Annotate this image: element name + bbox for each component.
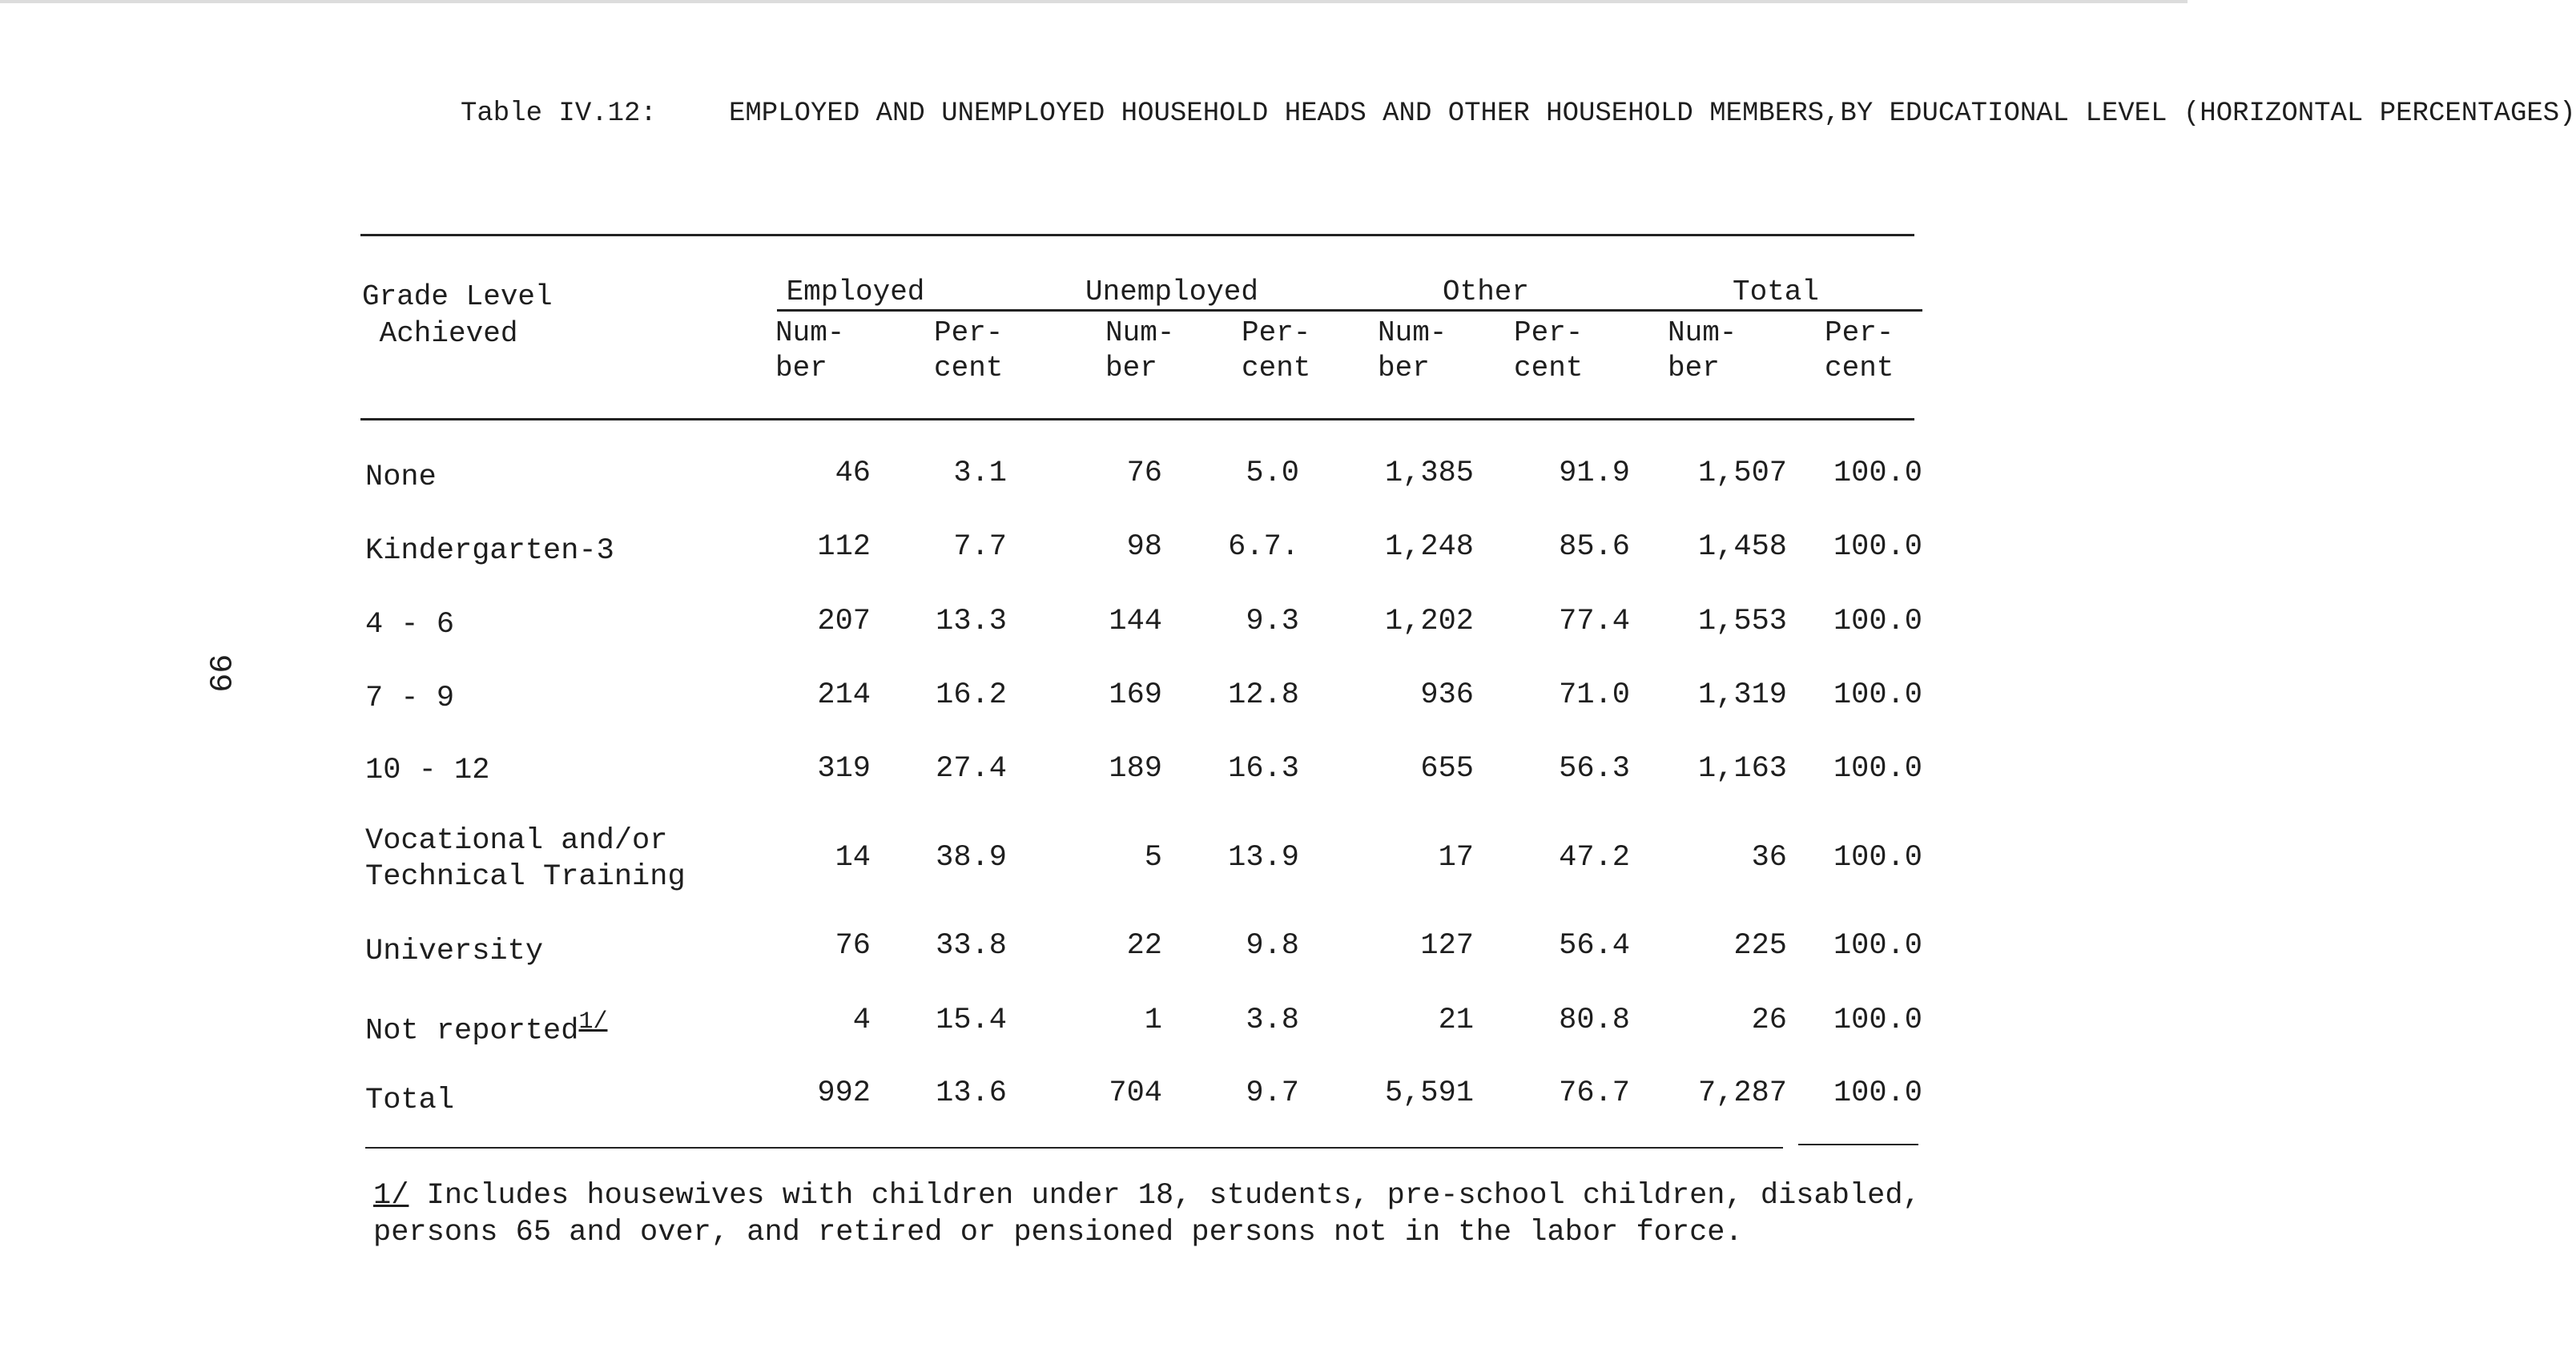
sub-header-percent: Per- cent [934,316,1004,384]
page-number: 99 [199,654,236,693]
cell-number: 1 [1144,1004,1162,1037]
cell-percent: 100.0 [1833,457,1922,490]
cell-number: 214 [817,678,871,712]
cell-percent: 33.8 [936,929,1007,963]
cell-percent: 15.4 [936,1004,1007,1037]
cell-percent: 56.4 [1559,929,1630,963]
cell-percent: 16.3 [1228,752,1299,786]
cell-number: 992 [817,1076,871,1110]
cell-percent: 38.9 [936,841,1007,875]
cell-number: 76 [835,929,871,963]
cell-number: 22 [1126,929,1162,963]
cell-number: 1,507 [1697,457,1787,490]
cell-number: 704 [1109,1076,1162,1110]
cell-percent: 16.2 [936,678,1007,712]
bottom-rule-right [1798,1144,1918,1145]
cell-number: 936 [1420,678,1474,712]
cell-number: 76 [1126,457,1162,490]
cell-percent: 3.8 [1246,1004,1299,1037]
cell-number: 225 [1733,929,1787,963]
cell-percent: 100.0 [1833,929,1922,963]
group-spanner-rule [1370,309,1634,312]
row-label: Vocational and/or Technical Training [365,824,686,894]
row-label: Not reported$^{1/}$ [365,1008,608,1048]
cell-percent: 7.7 [953,530,1007,564]
sub-header-percent: Per- cent [1514,316,1584,384]
bottom-rule-left [365,1147,1783,1149]
cell-percent: 9.3 [1246,605,1299,638]
scan-top-edge [0,0,2188,3]
sub-header-number: Num- ber [1105,316,1175,384]
cell-number: 1,553 [1697,605,1787,638]
header-rule [360,418,1914,420]
cell-number: 4 [852,1004,871,1037]
cell-number: 1,163 [1697,752,1787,786]
sub-header-percent: Per- cent [1825,316,1894,384]
cell-number: 1,385 [1384,457,1474,490]
cell-number: 1,319 [1697,678,1787,712]
cell-percent: 13.3 [936,605,1007,638]
cell-percent: 100.0 [1833,752,1922,786]
table-title: EMPLOYED AND UNEMPLOYED HOUSEHOLD HEADS AND OTHER HOUSEHOLD MEMBERS,BY EDUCATIONAL LEVEL (HORIZONTAL PERCENTAGES) [729,99,2576,129]
cell-number: 655 [1420,752,1474,786]
cell-percent: 3.1 [953,457,1007,490]
cell-percent: 56.3 [1559,752,1630,786]
cell-number: 112 [817,530,871,564]
cell-percent: 100.0 [1833,841,1922,875]
cell-percent: 100.0 [1833,1076,1922,1110]
cell-number: 1,202 [1384,605,1474,638]
cell-percent: 76.7 [1559,1076,1630,1110]
cell-number: 21 [1438,1004,1474,1037]
cell-percent: 100.0 [1833,530,1922,564]
row-label: 10 - 12 [365,754,490,787]
cell-percent: 77.4 [1559,605,1630,638]
cell-percent: 5.0 [1246,457,1299,490]
cell-percent: 9.7 [1246,1076,1299,1110]
group-header-employed: Employed [786,276,925,308]
footnote-reference: 1/ [578,1008,608,1036]
cell-number: 144 [1109,605,1162,638]
cell-percent: 9.8 [1246,929,1299,963]
group-spanner-rule [777,309,1105,312]
top-rule [360,234,1914,236]
table-title-block [461,95,2576,212]
cell-percent: 12.8 [1228,678,1299,712]
cell-number: 169 [1109,678,1162,712]
cell-percent: 100.0 [1833,1004,1922,1037]
cell-number: 5,591 [1384,1076,1474,1110]
cell-number: 14 [835,841,871,875]
row-label: Kindergarten-3 [365,534,614,568]
cell-number: 7,287 [1697,1076,1787,1110]
row-label: None [365,461,437,494]
cell-percent: 6.7. [1228,530,1299,564]
cell-number: 319 [817,752,871,786]
sub-header-percent: Per- cent [1242,316,1311,384]
cell-number: 1,248 [1384,530,1474,564]
group-header-unemployed: Unemployed [1085,276,1259,308]
cell-number: 1,458 [1697,530,1787,564]
row-label: University [365,935,544,968]
cell-percent: 47.2 [1559,841,1630,875]
group-header-other: Other [1442,276,1530,308]
cell-percent: 13.9 [1228,841,1299,875]
group-spanner-rule [1634,309,1922,312]
cell-percent: 27.4 [936,752,1007,786]
sub-header-number: Num- ber [1378,316,1447,384]
sub-header-number: Num- ber [1668,316,1737,384]
cell-number: 26 [1751,1004,1787,1037]
cell-number: 98 [1126,530,1162,564]
cell-number: 17 [1438,841,1474,875]
cell-percent: 80.8 [1559,1004,1630,1037]
cell-percent: 85.6 [1559,530,1630,564]
cell-percent: 13.6 [936,1076,1007,1110]
footnote-text: Includes housewives with children under 18, students, pre-school children, disabled, persons 65 and over, and retired or pensioned persons not in the labor force. [373,1179,1921,1249]
table-label: Table IV.12: [461,99,657,129]
cell-percent: 71.0 [1559,678,1630,712]
cell-number: 189 [1109,752,1162,786]
footnote-mark: 1/ [373,1179,409,1213]
row-label: Total [365,1084,455,1117]
group-spanner-rule [1105,309,1370,312]
stub-header: Grade Level Achieved [362,280,553,350]
cell-number: 5 [1144,841,1162,875]
cell-number: 127 [1420,929,1474,963]
sub-header-number: Num- ber [775,316,845,384]
row-label: 4 - 6 [365,608,455,642]
group-header-total: Total [1732,276,1820,308]
cell-percent: 100.0 [1833,605,1922,638]
cell-percent: 100.0 [1833,678,1922,712]
cell-number: 207 [817,605,871,638]
footnote [373,1177,1927,1251]
cell-number: 46 [835,457,871,490]
cell-number: 36 [1751,841,1787,875]
cell-percent: 91.9 [1559,457,1630,490]
row-label: 7 - 9 [365,682,455,715]
